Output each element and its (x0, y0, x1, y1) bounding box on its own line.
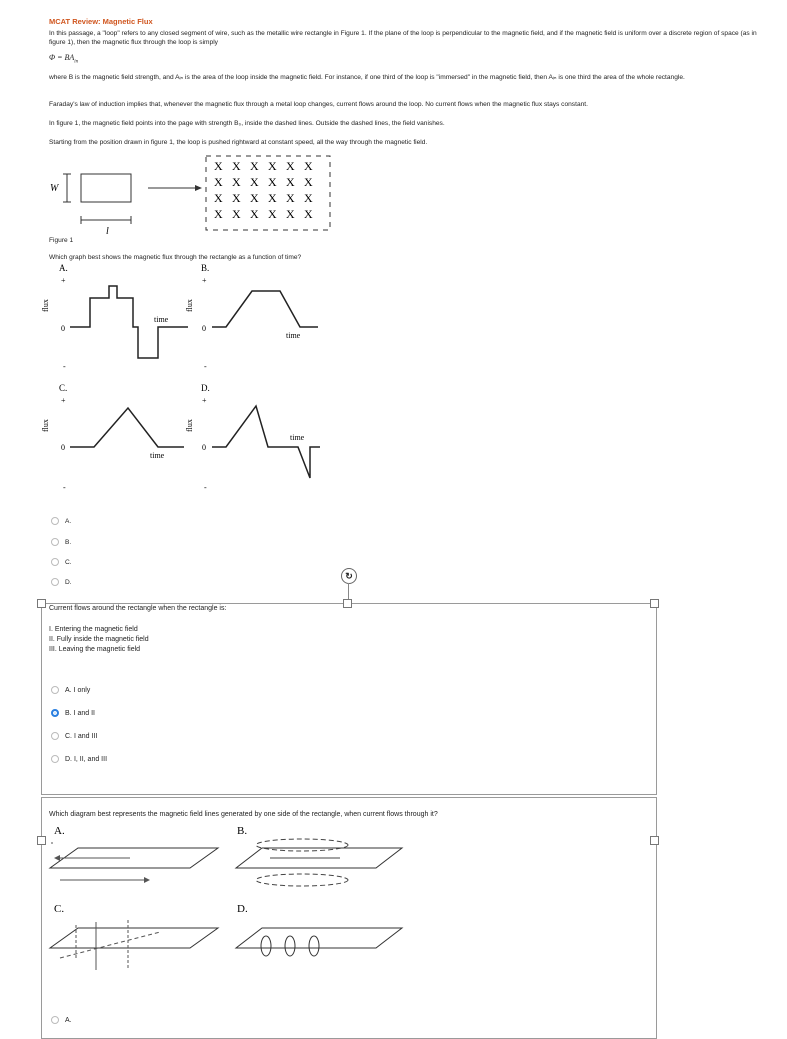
field-x-mark: X (232, 159, 241, 173)
field-x-mark: X (232, 175, 241, 189)
figure-1-caption: Figure 1 (49, 237, 74, 244)
graph-d-time: time (290, 433, 305, 442)
intro-paragraph-2: where B is the magnetic field strength, and Aᵢₙ is the area of the loop inside the magnetic field. For instance, if one third of the loop is "immersed" in the magnetic field, then Aᵢₙ is one third the area of the whole rectangle. (49, 74, 685, 81)
rotate-icon[interactable]: ↻ (341, 568, 357, 584)
q1-option-a[interactable] (51, 517, 71, 525)
graph-d-letter: D. (201, 383, 210, 393)
q3-option-a[interactable] (51, 1016, 72, 1024)
graph-b-minus: - (204, 362, 207, 371)
intro-paragraph-5: Starting from the position drawn in figure 1, the loop is pushed rightward at constant speed, all the way through the magnetic field. (49, 139, 428, 146)
diagram-b (236, 839, 402, 886)
radio-button[interactable] (51, 517, 59, 525)
graph-b-flux: flux (185, 299, 194, 312)
graph-a-flux: flux (41, 299, 50, 312)
field-x-mark: X (286, 207, 295, 221)
field-x-mark: X (214, 207, 223, 221)
field-x-mark: X (232, 207, 241, 221)
q2-option-d[interactable] (51, 755, 107, 763)
field-x-mark: X (232, 191, 241, 205)
equation-subscript: in (74, 59, 79, 65)
graph-a-minus: - (63, 362, 66, 371)
field-x-mark: X (268, 175, 277, 189)
option-label: A. I only (65, 686, 91, 694)
q2-option-b[interactable] (51, 709, 95, 717)
field-x-mark: X (304, 175, 313, 189)
q2-option-a[interactable] (51, 686, 90, 694)
q1-graphs (30, 260, 350, 500)
q2-item-2: II. Fully inside the magnetic field (49, 636, 149, 643)
intro-paragraph-4: In figure 1, the magnetic field points into the page with strength B₀, inside the dashed lines. Outside the dashed lines, the field vanishes. (49, 120, 445, 127)
intro-paragraph-3: Faraday's law of induction implies that, whenever the magnetic flux through a metal loop changes, current flows around the loop. No current flows when the magnetic flux stays constant. (49, 101, 588, 108)
field-x-mark: X (286, 191, 295, 205)
graph-d-curve (212, 406, 320, 478)
radio-button[interactable] (51, 558, 59, 566)
option-label: B. I and II (65, 709, 95, 717)
field-x-mark: X (250, 191, 259, 205)
resize-handle-top-right[interactable] (650, 599, 659, 608)
diagram-c (50, 920, 218, 970)
diagram-d (236, 928, 402, 956)
l-label: l (106, 226, 109, 235)
field-x-mark: X (250, 207, 259, 221)
field-x-mark: X (268, 207, 277, 221)
q1-option-b[interactable] (51, 538, 71, 546)
radio-button-selected[interactable] (51, 709, 59, 717)
field-x-grid (214, 159, 313, 221)
field-x-mark: X (268, 159, 277, 173)
q1-prompt: Which graph best shows the magnetic flux through the rectangle as a function of time? (49, 254, 302, 261)
graph-b (185, 263, 318, 371)
flux-equation (49, 53, 78, 65)
field-x-mark: X (304, 191, 313, 205)
q2-item-1: I. Entering the magnetic field (49, 626, 138, 633)
radio-button[interactable] (51, 578, 59, 586)
equation-text: Φ = BA (49, 53, 75, 62)
graph-c-curve (70, 408, 184, 447)
field-x-mark: X (214, 191, 223, 205)
radio-button[interactable] (51, 732, 59, 740)
wire-loop (81, 174, 131, 202)
field-x-mark: X (304, 207, 313, 221)
field-x-mark: X (286, 175, 295, 189)
graph-d-zero: 0 (202, 443, 206, 452)
graph-c (41, 383, 184, 492)
option-label: C. (65, 558, 72, 566)
radio-button[interactable] (51, 755, 59, 763)
graph-d-flux: flux (185, 419, 194, 432)
option-label: D. (65, 578, 72, 586)
field-x-mark: X (268, 191, 277, 205)
field-x-mark: X (250, 175, 259, 189)
q2-prompt: Current flows around the rectangle when the rectangle is: (49, 605, 227, 612)
graph-c-letter: C. (59, 383, 68, 393)
radio-button[interactable] (51, 686, 59, 694)
graph-c-zero: 0 (61, 443, 65, 452)
q2-items (49, 625, 149, 655)
field-x-mark: X (286, 159, 295, 173)
q3-diagrams (40, 820, 420, 970)
graph-a-plus: + (61, 276, 66, 285)
graph-b-curve (212, 291, 318, 327)
graph-a-curve (70, 286, 188, 358)
radio-button[interactable] (51, 538, 59, 546)
graph-d (185, 383, 320, 492)
diagram-c-letter: C. (54, 903, 65, 915)
resize-handle-right[interactable] (650, 836, 659, 845)
diagram-a (50, 842, 218, 883)
option-label: A. (65, 517, 72, 525)
graph-b-time: time (286, 331, 301, 340)
field-x-mark: X (214, 159, 223, 173)
diagram-a-letter: A. (54, 825, 65, 837)
intro-paragraph-1: In this passage, a "loop" refers to any closed segment of wire, such as the metallic wire rectangle in Figure 1. If the plane of the loop is perpendicular to the magnetic field, and if the magnetic field is uniform over a discrete region of space (as in figure 1), then the magnetic flux through the loop is simply (49, 30, 757, 46)
page-title: MCAT Review: Magnetic Flux (49, 17, 153, 26)
resize-handle-top-left[interactable] (37, 599, 46, 608)
graph-d-minus: - (204, 483, 207, 492)
graph-c-flux: flux (41, 419, 50, 432)
q2-item-3: III. Leaving the magnetic field (49, 646, 141, 653)
field-x-mark: X (214, 175, 223, 189)
diagram-d-letter: D. (237, 903, 248, 915)
w-label: W (50, 183, 59, 194)
figure-1 (40, 150, 340, 235)
graph-a-time: time (154, 315, 169, 324)
q3-prompt: Which diagram best represents the magnetic field lines generated by one side of the rectangle, when current flows through it? (49, 811, 438, 818)
option-label: D. I, II, and III (65, 755, 108, 763)
graph-b-plus: + (202, 276, 207, 285)
option-label: B. (65, 538, 72, 546)
graph-b-zero: 0 (202, 324, 206, 333)
graph-c-time: time (150, 451, 165, 460)
rotate-handle-line (348, 583, 349, 599)
graph-d-plus: + (202, 396, 207, 405)
diagram-b-letter: B. (237, 825, 248, 837)
option-label: C. I and III (65, 732, 98, 740)
graph-c-plus: + (61, 396, 66, 405)
graph-b-letter: B. (201, 263, 210, 273)
graph-a-zero: 0 (61, 324, 65, 333)
graph-a (41, 263, 188, 371)
q1-option-c[interactable] (51, 558, 72, 566)
graph-c-minus: - (63, 483, 66, 492)
q1-option-d[interactable] (51, 578, 72, 586)
radio-button[interactable] (51, 1016, 59, 1024)
graph-a-letter: A. (59, 263, 68, 273)
resize-handle-top-middle[interactable] (343, 599, 352, 608)
field-x-mark: X (250, 159, 259, 173)
q2-option-c[interactable] (51, 732, 97, 740)
field-x-mark: X (304, 159, 313, 173)
option-label: A. (65, 1016, 72, 1024)
